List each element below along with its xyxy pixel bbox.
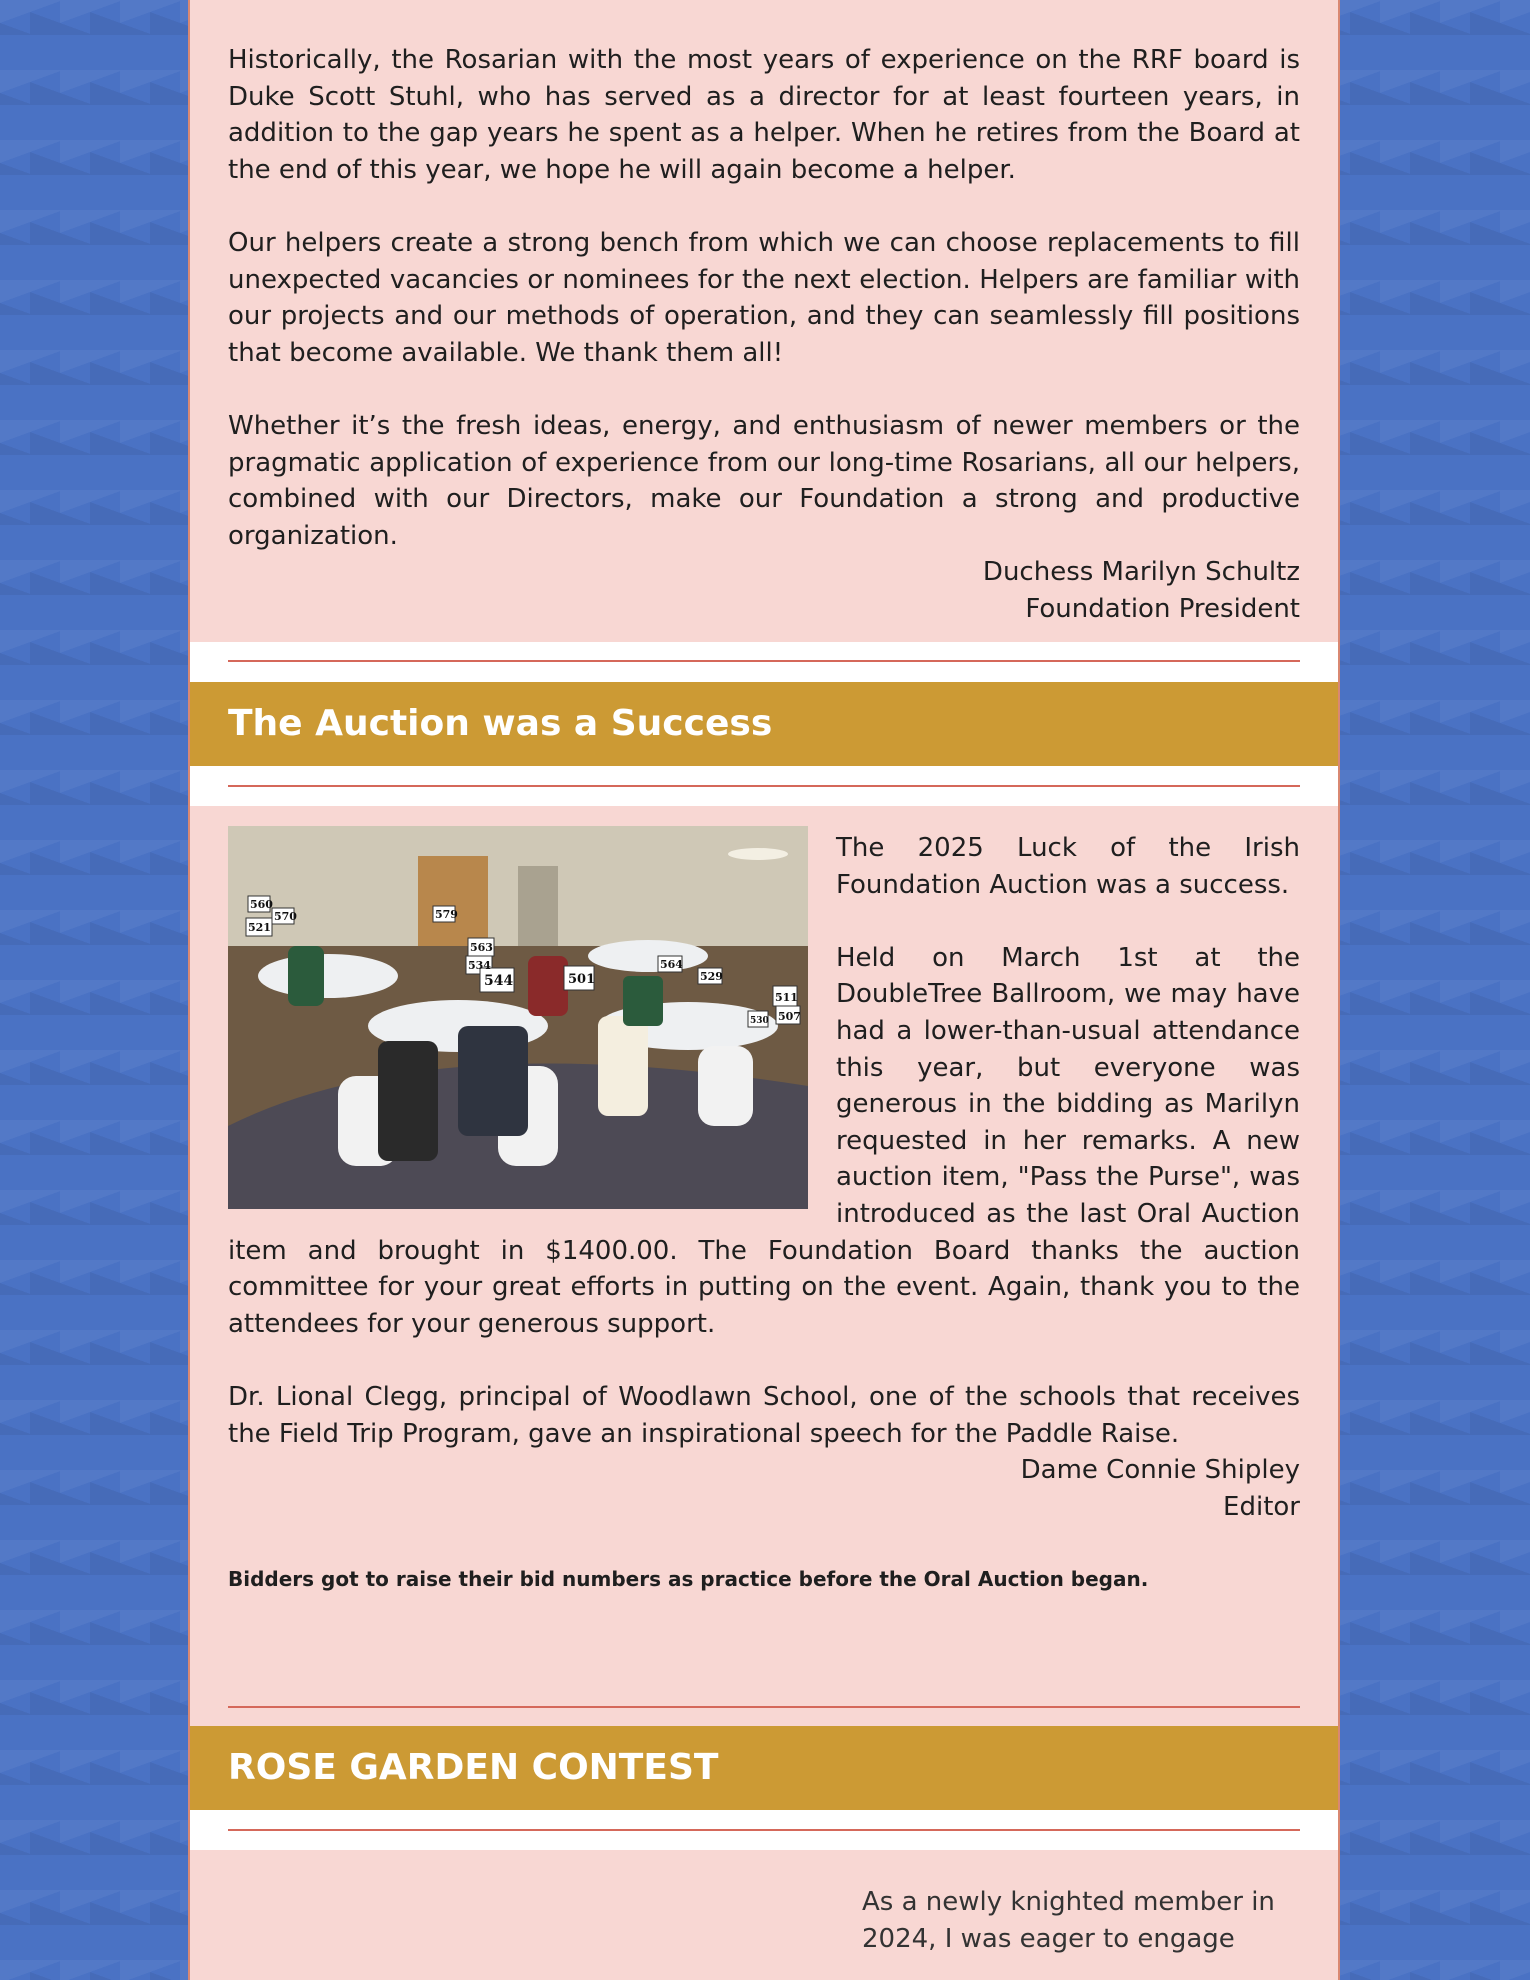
contest-intro: As a newly knighted member in 2024, I was eager to engage — [862, 1887, 1275, 1954]
bid-paddle-label: 564 — [660, 958, 683, 971]
signature-name: Duchess Marilyn Schultz — [982, 557, 1300, 588]
contest-heading-band — [190, 1726, 1338, 1810]
divider-rule — [228, 785, 1300, 787]
auction-paragraph: Held on March 1st at the DoubleTree Ballroom, we may have had a lower-than-usual attendance this year, but everyone was generous in the bidding as Marilyn requested in her remarks. A new auction item, "Pass the Purse", was introduced as the last Oral Auction item and brought in $1400.00. The Foundation Board thanks the auction committee for your great efforts in putting on the event. Again, thank you to the attendees for your generous support. — [228, 942, 1300, 1339]
bid-paddle-label: 507 — [778, 1010, 801, 1023]
section-heading: The Auction was a Success — [228, 703, 773, 744]
bid-paddle-label: 521 — [248, 921, 271, 934]
newsletter-column — [188, 0, 1340, 1980]
president-letter — [190, 42, 1338, 628]
letter-paragraph: Our helpers create a strong bench from which we can choose replacements to fill unexpected vacancies or nominees for the next election. Helpers are familiar with our projects and our methods of operation, and they can seamlessly fill positions that become available. We thank them all! — [228, 227, 1300, 368]
auction-paragraph: The 2025 Luck of the Irish Foundation Auction was a success. — [836, 833, 1300, 900]
bid-paddle-label: 570 — [274, 910, 297, 923]
photo-caption: Bidders got to raise their bid numbers as practice before the Oral Auction began. — [228, 1567, 1149, 1592]
divider-rule — [228, 660, 1300, 662]
signature-title: Foundation President — [1025, 593, 1300, 624]
bid-paddle-label: 563 — [470, 941, 493, 954]
divider-rule — [228, 1829, 1300, 1831]
letter-paragraph: Historically, the Rosarian with the most years of experience on the RRF board is Duke Scott Stuhl, who has served as a director for at least fourteen years, in addition to the gap years he spent as a helper. When he retires from the Board at the end of this year, we hope he will again become a helper. — [228, 45, 1300, 185]
signature-name: Dame Connie Shipley — [1020, 1455, 1300, 1486]
auction-article — [190, 826, 1338, 1593]
auction-heading-band — [190, 682, 1338, 766]
bid-paddle-label: 534 — [468, 959, 491, 972]
bid-paddle-label: 511 — [775, 991, 798, 1004]
bid-paddle-label: 579 — [435, 908, 458, 921]
divider-rule — [228, 1706, 1300, 1708]
contest-article — [190, 1850, 1338, 1980]
bid-paddle-label: 560 — [250, 898, 273, 911]
bid-paddle-label: 544 — [484, 973, 514, 989]
letter-paragraph: Whether it’s the fresh ideas, energy, and enthusiasm of newer members or the pragmatic application of experience from our long-time Rosarians, all our helpers, combined with our Directors, make our Foundation a strong and productive organization. — [228, 410, 1300, 551]
signature-title: Editor — [1223, 1491, 1300, 1522]
divider-area — [190, 642, 1338, 682]
auction-paragraph: Dr. Lional Clegg, principal of Woodlawn School, one of the schools that receives the Field Trip Program, gave an inspirational speech for the Paddle Raise. — [228, 1381, 1300, 1449]
bid-paddle-label: 530 — [750, 1016, 769, 1026]
auction-photo-image — [228, 826, 808, 1209]
bid-paddle-label: 501 — [568, 972, 596, 987]
section-heading: ROSE GARDEN CONTEST — [228, 1747, 719, 1788]
auction-photo — [228, 826, 808, 1209]
bid-paddle-label: 529 — [700, 970, 723, 983]
